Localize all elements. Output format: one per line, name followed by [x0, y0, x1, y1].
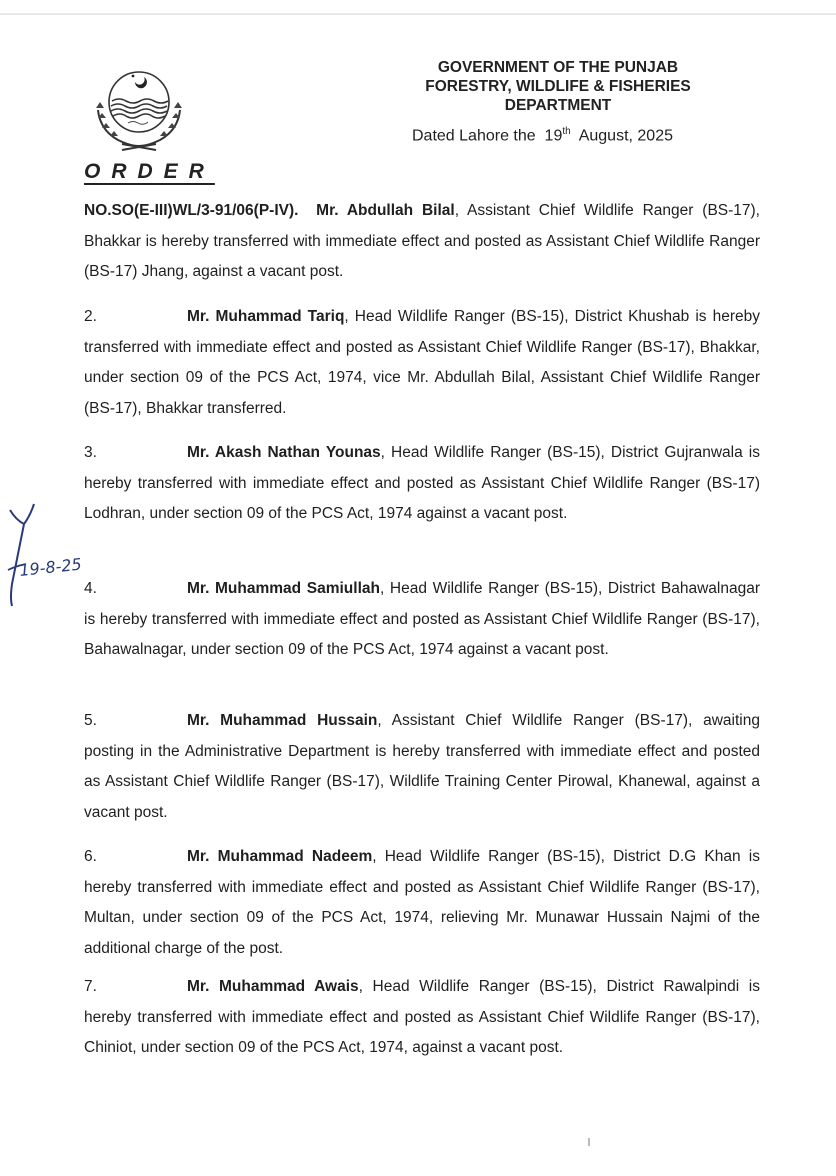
paragraph-text: , Head Wildlife Ranger (BS-15), District Rawalpindi is hereby transferred with immediate effect and posted as Assistant Chief Wildlife Ranger (BS-17), Chiniot, under section 09 of the PCS Act, 1974, against a vacant post. [84, 978, 760, 1056]
paragraph-number: 4. [84, 580, 97, 597]
paragraph-number: 7. [84, 978, 97, 995]
dated-day: 19 [544, 127, 563, 145]
paragraph-text: , Assistant Chief Wildlife Ranger (BS-17), Bhakkar is hereby transferred with immediate effect and posted as Assistant Chief Wildlife Ranger (BS-17) Jhang, against a vacant post. [84, 202, 760, 280]
dated-prefix: Dated Lahore the [412, 127, 536, 145]
header-line-department: FORESTRY, WILDLIFE & FISHERIES [425, 78, 691, 95]
officer-name: Mr. Muhammad Tariq [187, 308, 345, 325]
officer-name: Mr. Muhammad Samiullah [187, 580, 380, 597]
paragraph-text: , Head Wildlife Ranger (BS-15), District Gujranwala is hereby transferred with immediate effect and posted as Assistant Chief Wildlife Ranger (BS-17) Lodhran, under section 09 of the PCS Act, 1974 against a vacant post. [84, 444, 760, 522]
officer-name: Mr. Muhammad Awais [187, 978, 359, 995]
order-reference-number: NO.SO(E-III)WL/3-91/06(P-IV). [84, 202, 299, 219]
paragraph-text: , Head Wildlife Ranger (BS-15), District D.G Khan is hereby transferred with immediate effect and posted as Assistant Chief Wildlife Ranger (BS-17), Multan, under section 09 of the PCS Act, 1974, relieving Mr. Munawar Hussain Najmi of the additional charge of the post. [84, 848, 760, 957]
officer-name: Mr. Abdullah Bilal [316, 202, 455, 219]
scan-mark [588, 1138, 590, 1146]
dated-line [412, 126, 673, 145]
header-line-department-2: DEPARTMENT [504, 97, 612, 114]
paragraph-number: 2. [84, 308, 97, 325]
paragraph-4 [84, 574, 760, 666]
paragraph-7 [84, 972, 760, 1064]
paragraph-number: 6. [84, 848, 97, 865]
signature-date: 19-8-25 [18, 554, 83, 580]
header-line-government: GOVERNMENT OF THE PUNJAB [437, 59, 679, 76]
officer-name: Mr. Muhammad Nadeem [187, 848, 373, 865]
paragraph-6 [84, 842, 760, 964]
dated-day-suffix: th [562, 126, 571, 137]
paragraph-number: 5. [84, 712, 97, 729]
paragraph-2 [84, 302, 760, 424]
department-header [380, 58, 736, 115]
officer-name: Mr. Akash Nathan Younas [187, 444, 381, 461]
handwritten-initials-signature [2, 500, 92, 610]
paragraph-text: , Assistant Chief Wildlife Ranger (BS-17), awaiting posting in the Administrative Department is hereby transferred with immediate effect and posted as Assistant Chief Wildlife Ranger (BS-17), Wildlife Training Center Pirowal, Khanewal, against a vacant post. [84, 712, 760, 821]
paragraph-text: , Head Wildlife Ranger (BS-15), District Bahawalnagar is hereby transferred with immediate effect and posted as Assistant Chief Wildlife Ranger (BS-17), Bahawalnagar, under section 09 of the PCS Act, 1974 against a vacant post. [84, 580, 760, 658]
officer-name: Mr. Muhammad Hussain [187, 712, 378, 729]
page-top-border [0, 13, 836, 15]
dated-month-year: August, 2025 [578, 127, 673, 145]
order-title: ORDER [84, 160, 215, 183]
paragraph-3 [84, 438, 760, 530]
paragraph-text: , Head Wildlife Ranger (BS-15), District Khushab is hereby transferred with immediate effect and posted as Assistant Chief Wildlife Ranger (BS-17), Bhakkar, under section 09 of the PCS Act, 1974, vice Mr. Abdullah Bilal, Assistant Chief Wildlife Ranger (BS-17), Bhakkar transferred. [84, 308, 761, 417]
paragraph-number: 3. [84, 444, 97, 461]
paragraph-5 [84, 706, 760, 828]
paragraph-1 [84, 196, 760, 288]
punjab-emblem-icon [86, 60, 192, 156]
